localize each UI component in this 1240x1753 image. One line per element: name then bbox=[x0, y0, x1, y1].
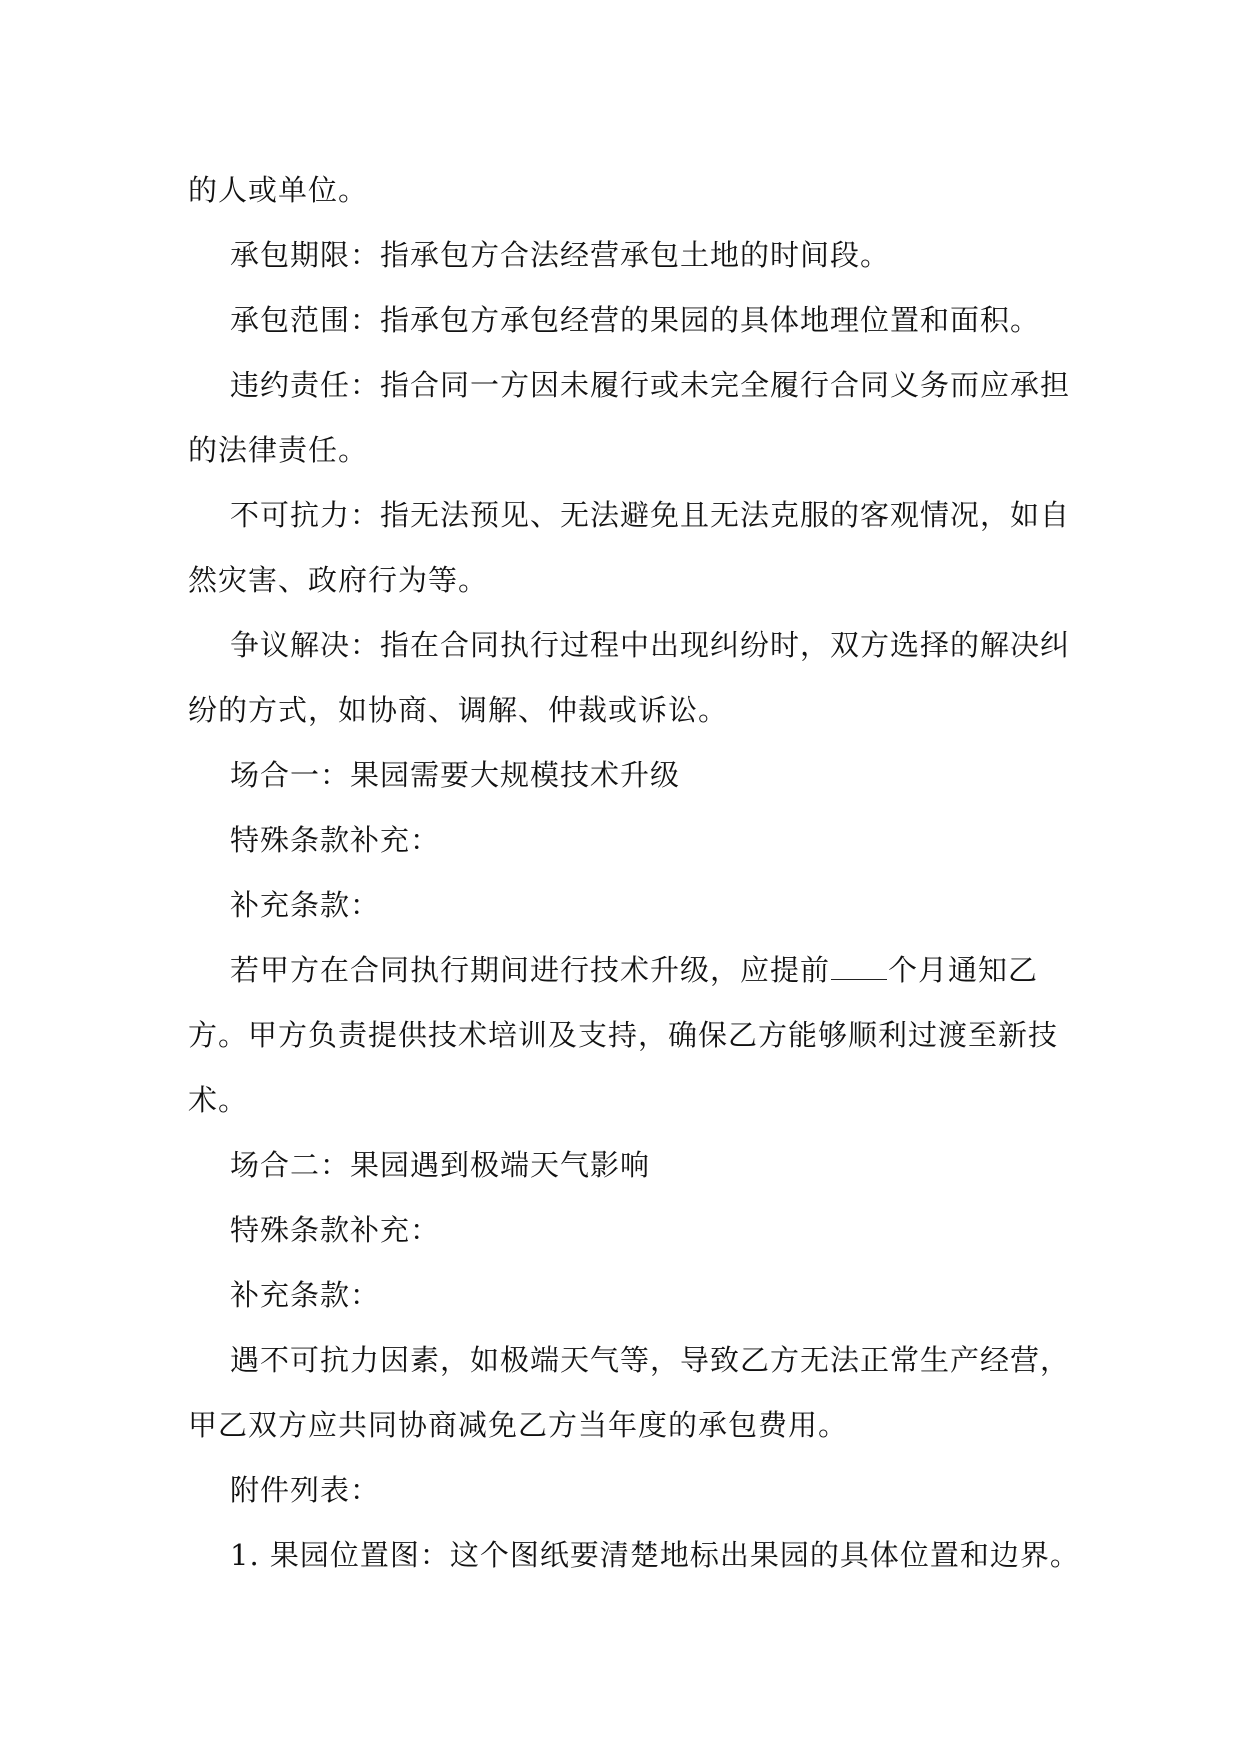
definition-dispute-resolution: 争议解决：指在合同执行过程中出现纠纷时，双方选择的解决纠 bbox=[230, 628, 1071, 662]
clause-text: 个月通知乙 bbox=[888, 953, 1039, 987]
definition-force-majeure: 不可抗力：指无法预见、无法避免且无法克服的客观情况，如自 bbox=[230, 498, 1071, 532]
text-line: 的人或单位。 bbox=[188, 173, 369, 207]
definition-contract-scope: 承包范围：指承包方承包经营的果园的具体地理位置和面积。 bbox=[230, 303, 1041, 337]
text-line: 纷的方式，如协商、调解、仲裁或诉讼。 bbox=[188, 693, 729, 727]
definition-contract-term: 承包期限：指承包方合法经营承包土地的时间段。 bbox=[230, 238, 891, 272]
definition-breach-liability: 违约责任：指合同一方因未履行或未完全履行合同义务而应承担 bbox=[230, 368, 1071, 402]
scenario-two-heading: 场合二：果园遇到极端天气影响 bbox=[230, 1148, 651, 1182]
tech-upgrade-clause bbox=[188, 938, 1058, 1003]
clause-text: 若甲方在合同执行期间进行技术升级，应提前 bbox=[230, 953, 831, 987]
text-line: 甲乙双方应共同协商减免乙方当年度的承包费用。 bbox=[188, 1408, 849, 1442]
scenario-one-heading: 场合一：果园需要大规模技术升级 bbox=[230, 758, 681, 792]
fill-in-blank bbox=[831, 957, 887, 980]
text-line: 然灾害、政府行为等。 bbox=[188, 563, 489, 597]
special-clause-heading: 特殊条款补充： bbox=[230, 823, 441, 857]
text-line: 的法律责任。 bbox=[188, 433, 369, 467]
text-line: 方。甲方负责提供技术培训及支持，确保乙方能够顺利过渡至新技 bbox=[188, 1018, 1059, 1052]
attachment-item-1: 1. 果园位置图：这个图纸要清楚地标出果园的具体位置和边界。 bbox=[230, 1538, 1080, 1572]
text-line: 术。 bbox=[188, 1083, 249, 1117]
supplementary-clause-heading: 补充条款： bbox=[230, 888, 381, 922]
attachments-heading: 附件列表： bbox=[230, 1473, 381, 1507]
extreme-weather-clause: 遇不可抗力因素，如极端天气等，导致乙方无法正常生产经营， bbox=[230, 1343, 1071, 1377]
document-body bbox=[188, 158, 1080, 1588]
supplementary-clause-heading: 补充条款： bbox=[230, 1278, 381, 1312]
special-clause-heading: 特殊条款补充： bbox=[230, 1213, 441, 1247]
